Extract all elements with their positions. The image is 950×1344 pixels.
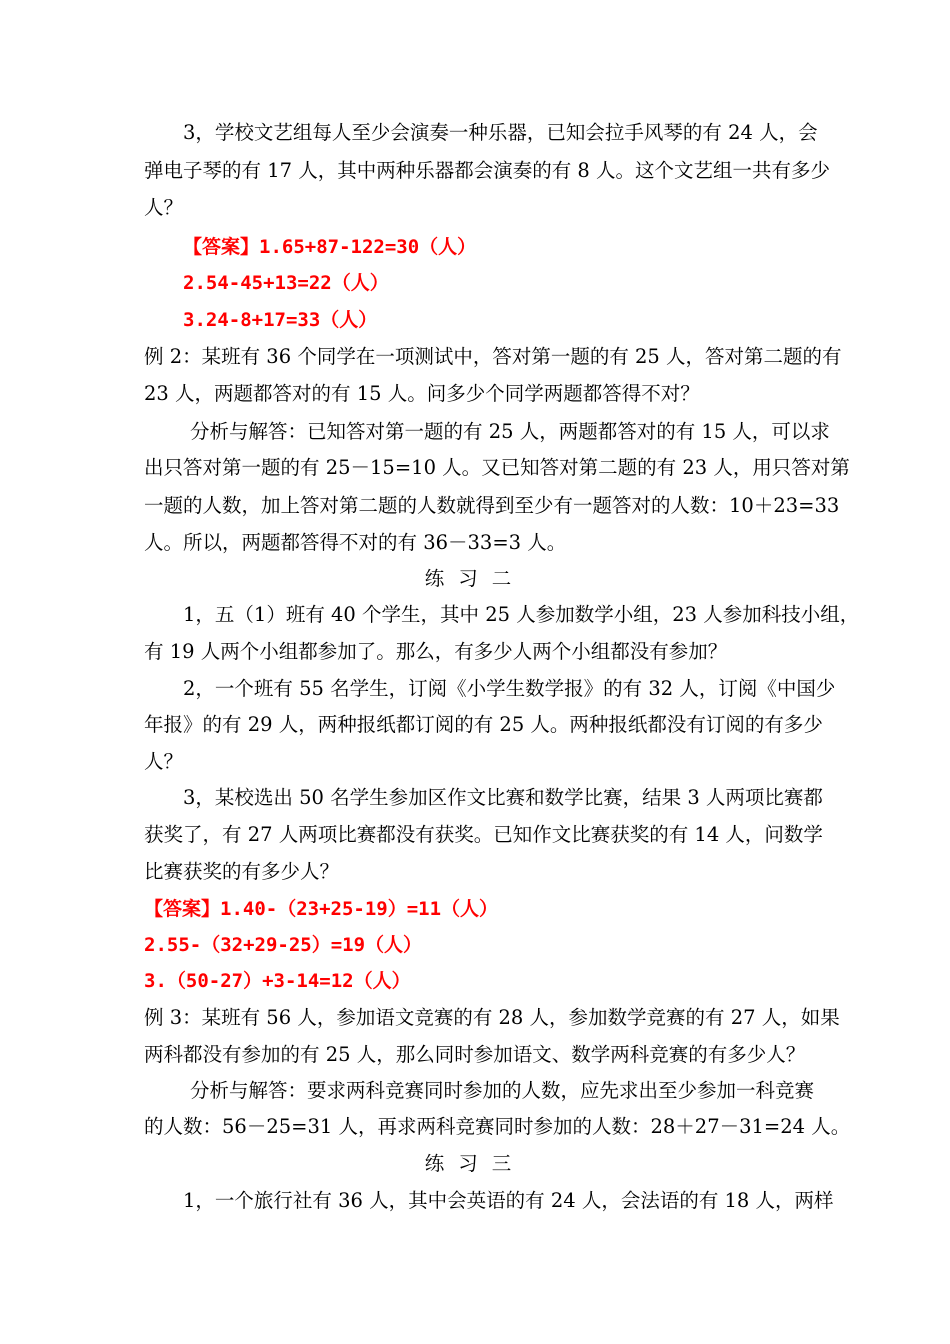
practice-2-q2-line-1: 2，一个班有 55 名学生，订阅《小学生数学报》的有 32 人，订阅《中国少 xyxy=(183,677,836,700)
answer-1-line-3: 3.24-8+17=33（人） xyxy=(183,309,378,331)
problem-3-line-3: 人？ xyxy=(144,196,184,219)
example-2-line-1: 例 2：某班有 36 个同学在一项测试中，答对第一题的有 25 人，答对第二题的有 xyxy=(144,345,842,368)
example-2-line-2: 23 人，两题都答对的有 15 人。问多少个同学两题都答得不对？ xyxy=(144,382,700,405)
answer-2-line-2: 2.55-（32+29-25）=19（人） xyxy=(144,934,423,956)
answer-2-line-3: 3.（50-27）+3-14=12（人） xyxy=(144,970,411,992)
analysis-2-line-2: 出只答对第一题的有 25－15=10 人。又已知答对第二题的有 23 人，用只答对第 xyxy=(144,456,850,479)
section-heading-practice-2: 练习二 xyxy=(424,567,526,590)
analysis-2-line-1: 分析与解答：已知答对第一题的有 25 人，两题都答对的有 15 人，可以求 xyxy=(190,420,830,443)
analysis-2-line-3: 一题的人数，加上答对第二题的人数就得到至少有一题答对的人数：10＋23=33 xyxy=(144,494,840,517)
answer-1-line-1: 【答案】1.65+87-122=30（人） xyxy=(183,236,477,258)
practice-3-q1-line-1: 1，一个旅行社有 36 人，其中会英语的有 24 人，会法语的有 18 人，两样 xyxy=(183,1189,834,1212)
analysis-2-line-4: 人。所以，两题都答得不对的有 36－33=3 人。 xyxy=(144,531,567,554)
section-heading-practice-3: 练习三 xyxy=(424,1152,526,1175)
practice-2-q2-line-3: 人？ xyxy=(144,750,184,773)
practice-2-q3-line-3: 比赛获奖的有多少人？ xyxy=(144,860,340,883)
practice-2-q2-line-2: 年报》的有 29 人，两种报纸都订阅的有 25 人。两种报纸都没有订阅的有多少 xyxy=(144,713,823,736)
practice-2-q1-line-2: 有 19 人两个小组都参加了。那么，有多少人两个小组都没有参加？ xyxy=(144,640,728,663)
answer-2-line-1: 【答案】1.40-（23+25-19）=11（人） xyxy=(144,898,499,920)
problem-3-line-1: 3，学校文艺组每人至少会演奏一种乐器，已知会拉手风琴的有 24 人，会 xyxy=(183,121,818,144)
analysis-3-line-1: 分析与解答：要求两科竞赛同时参加的人数，应先求出至少参加一科竞赛 xyxy=(190,1079,815,1102)
problem-3-line-2: 弹电子琴的有 17 人，其中两种乐器都会演奏的有 8 人。这个文艺组一共有多少 xyxy=(144,159,831,182)
example-3-line-2: 两科都没有参加的有 25 人，那么同时参加语文、数学两科竞赛的有多少人？ xyxy=(144,1043,806,1066)
answer-1-line-2: 2.54-45+13=22（人） xyxy=(183,272,389,294)
practice-2-q3-line-2: 获奖了，有 27 人两项比赛都没有获奖。已知作文比赛获奖的有 14 人，问数学 xyxy=(144,823,823,846)
analysis-3-line-2: 的人数：56－25=31 人，再求两科竞赛同时参加的人数：28＋27－31=24 人。 xyxy=(144,1115,851,1138)
example-3-line-1: 例 3：某班有 56 人，参加语文竞赛的有 28 人，参加数学竞赛的有 27 人，如果 xyxy=(144,1006,840,1029)
practice-2-q3-line-1: 3，某校选出 50 名学生参加区作文比赛和数学比赛，结果 3 人两项比赛都 xyxy=(183,786,823,809)
practice-2-q1-line-1: 1，五（1）班有 40 个学生，其中 25 人参加数学小组，23 人参加科技小组， xyxy=(183,603,860,626)
